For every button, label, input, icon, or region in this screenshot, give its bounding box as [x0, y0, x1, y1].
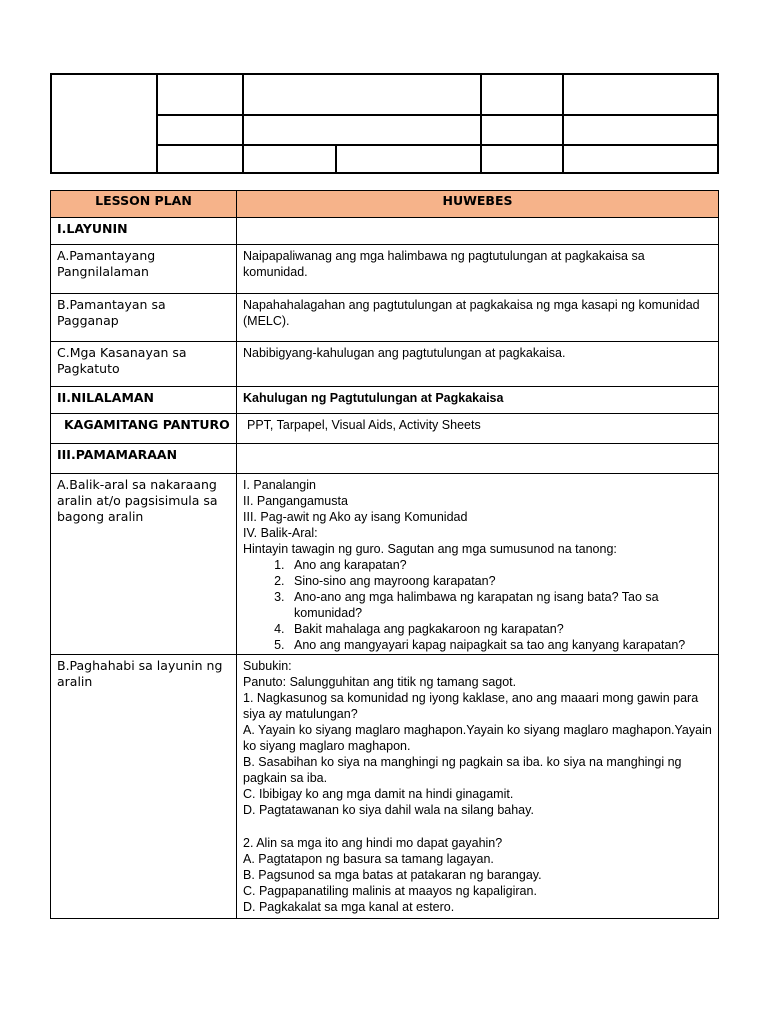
paghahabi-line: A. Pagtatapon ng basura sa tamang lagayan. [243, 852, 494, 866]
header-lesson-plan: LESSON PLAN [51, 191, 237, 218]
row-content-pamantayang-pangnilalaman: Naipapaliwanag ang mga halimbawa ng pagtutulungan at pagkakaisa sa komunidad. [237, 245, 719, 294]
row-content-kasanayan: Nabibigyang-kahulugan ang pagtutulungan at pagkakaisa. [237, 342, 719, 387]
row-label-nilalaman: II.NILALAMAN [51, 387, 237, 414]
table-row [51, 294, 719, 342]
paghahabi-line: D. Pagtatawanan ko siya dahil wala na silang bahay. [243, 803, 534, 817]
table-row [51, 387, 719, 414]
table-header-row [51, 191, 719, 218]
table-row [51, 218, 719, 245]
spacer [243, 818, 712, 835]
balik-aral-line: I. Panalangin [243, 478, 316, 492]
header-day: HUWEBES [237, 191, 719, 218]
table-row [51, 444, 719, 474]
row-label-pamamaraan: III.PAMAMARAAN [51, 444, 237, 474]
row-label-kagamitan: KAGAMITANG PANTURO [51, 414, 237, 444]
paghahabi-line: C. Pagpapanatiling malinis at maayos ng kapaligiran. [243, 884, 537, 898]
table-row [51, 474, 719, 655]
paghahabi-line: C. Ibibigay ko ang mga damit na hindi ginagamit. [243, 787, 514, 801]
row-content-balik-aral [237, 474, 719, 655]
row-content-pamamaraan [237, 444, 719, 474]
list-item: 1. Ano ang karapatan? [288, 557, 712, 573]
paghahabi-line: Panuto: Salungguhitan ang titik ng tamang sagot. [243, 675, 517, 689]
list-item: 4. Bakit mahalaga ang pagkakaroon ng karapatan? [288, 621, 712, 637]
paghahabi-line: Subukin: [243, 659, 292, 673]
row-label-balik-aral: A.Balik-aral sa nakaraang aralin at/o pagsisimula sa bagong aralin [51, 474, 237, 655]
grid-line [242, 75, 244, 172]
table-row [51, 342, 719, 387]
row-label-layunin: I.LAYUNIN [51, 218, 237, 245]
table-row [51, 655, 719, 919]
header-grid [50, 73, 719, 174]
row-content-kagamitan: PPT, Tarpapel, Visual Aids, Activity Sheets [237, 414, 719, 444]
grid-line [335, 145, 337, 172]
row-content-layunin [237, 218, 719, 245]
row-label-kasanayan: C.Mga Kasanayan sa Pagkatuto [51, 342, 237, 387]
row-content-pamantayan-pagganap: Napahahalagahan ang pagtutulungan at pagkakaisa ng mga kasapi ng komunidad (MELC). [237, 294, 719, 342]
row-content-nilalaman: Kahulugan ng Pagtutulungan at Pagkakaisa [237, 387, 719, 414]
lesson-plan-table [50, 190, 719, 919]
paghahabi-line: B. Pagsunod sa mga batas at patakaran ng barangay. [243, 868, 542, 882]
grid-line [562, 75, 564, 172]
grid-line [480, 75, 482, 172]
list-item: 2. Sino-sino ang mayroong karapatan? [288, 573, 712, 589]
paghahabi-line: D. Pagkakalat sa mga kanal at estero. [243, 900, 455, 914]
list-item: 5. Ano ang mangyayari kapag naipagkait sa tao ang kanyang karapatan? [288, 637, 712, 653]
paghahabi-line: A. Yayain ko siyang maglaro maghapon.Yayain ko siyang maglaro maghapon.Yayain ko siyang maglaro maghapon. [243, 723, 712, 753]
balik-aral-line: II. Pangangamusta [243, 494, 348, 508]
review-questions-list [243, 557, 712, 653]
paghahabi-line: 2. Alin sa mga ito ang hindi mo dapat gayahin? [243, 836, 503, 850]
table-row [51, 414, 719, 444]
row-label-paghahabi: B.Paghahabi sa layunin ng aralin [51, 655, 237, 919]
grid-line [156, 114, 717, 116]
grid-line [156, 75, 158, 172]
paghahabi-line: B. Sasabihan ko siya na manghingi ng pagkain sa iba. ko siya na manghingi ng pagkain sa iba. [243, 755, 682, 785]
row-content-paghahabi [237, 655, 719, 919]
paghahabi-line: 1. Nagkasunog sa komunidad ng iyong kaklase, ano ang maaari mong gawin para siya ay matulungan? [243, 691, 699, 721]
balik-aral-line: Hintayin tawagin ng guro. Sagutan ang mga sumusunod na tanong: [243, 542, 617, 556]
row-label-pamantayan-pagganap: B.Pamantayan sa Pagganap [51, 294, 237, 342]
list-item: 3. Ano-ano ang mga halimbawa ng karapatan ng isang bata? Tao sa komunidad? [288, 589, 712, 621]
balik-aral-line: III. Pag-awit ng Ako ay isang Komunidad [243, 510, 468, 524]
balik-aral-line: IV. Balik-Aral: [243, 526, 318, 540]
grid-line [156, 144, 717, 146]
row-label-pamantayang-pangnilalaman: A.Pamantayang Pangnilalaman [51, 245, 237, 294]
table-row [51, 245, 719, 294]
